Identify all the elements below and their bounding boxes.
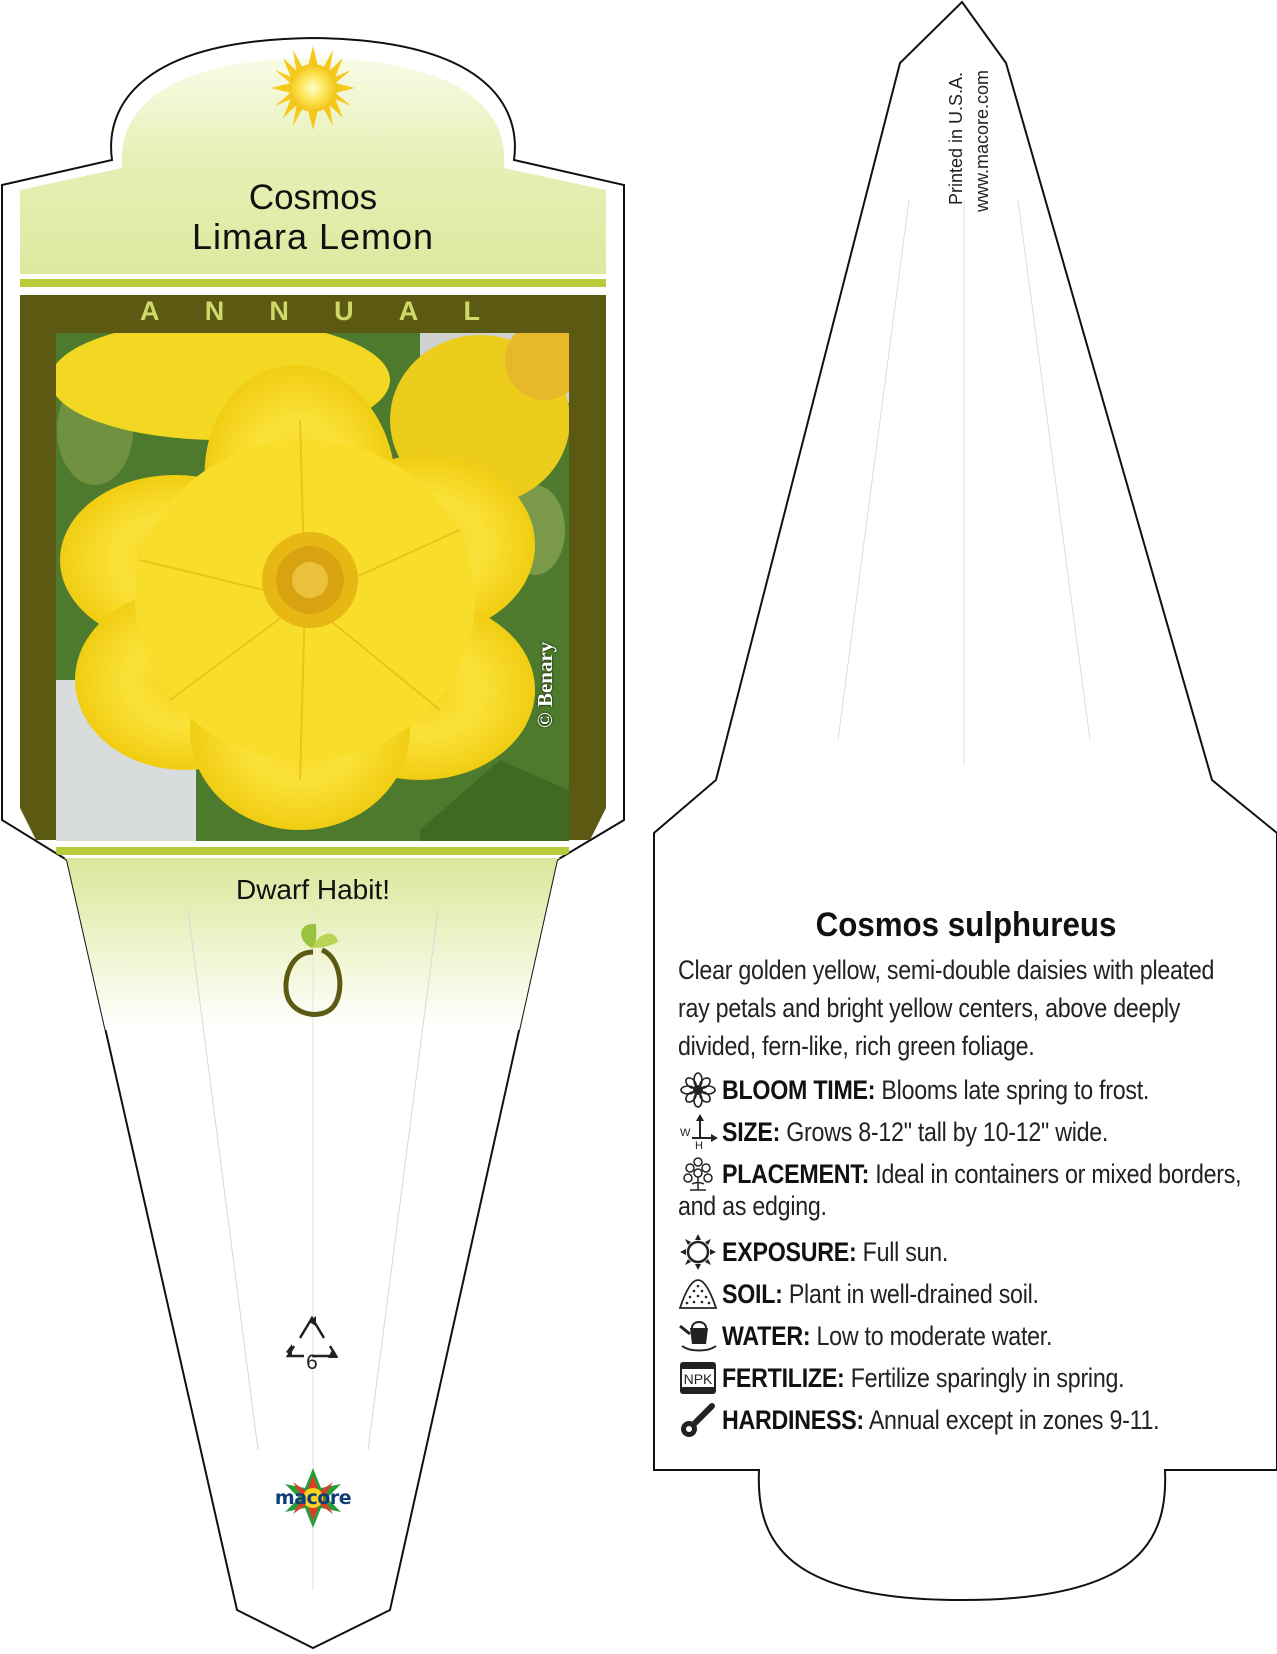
care-text: Ideal in containers or mixed borders, xyxy=(875,1158,1242,1189)
size-icon-w: W xyxy=(680,1127,691,1139)
watering-can-icon xyxy=(678,1318,718,1354)
website-label: www.macore.com xyxy=(972,69,992,212)
category-letter: L xyxy=(463,296,480,326)
brand-logo-text: macore xyxy=(274,1487,352,1509)
common-name: Cosmos xyxy=(248,178,378,217)
care-label: SIZE: xyxy=(722,1116,781,1147)
care-text-continued: and as edging. xyxy=(678,1191,827,1221)
flower-icon xyxy=(678,1072,718,1108)
category-letter: A xyxy=(140,296,160,326)
care-label: HARDINESS: xyxy=(722,1404,864,1435)
care-text: Grows 8-12" tall by 10-12" wide. xyxy=(786,1116,1109,1147)
printed-in-label: Printed in U.S.A. xyxy=(946,71,966,205)
care-label: WATER: xyxy=(722,1320,811,1351)
category-letter: N xyxy=(204,296,225,326)
npk-icon xyxy=(678,1360,718,1396)
care-text: Full sun. xyxy=(862,1236,949,1267)
tagline: Dwarf Habit! xyxy=(235,874,391,905)
soil-icon xyxy=(678,1276,718,1312)
size-icon xyxy=(678,1114,718,1150)
care-row-hardiness xyxy=(678,1402,1231,1438)
thermometer-icon xyxy=(678,1402,718,1438)
care-text: Annual except in zones 9-11. xyxy=(868,1404,1160,1435)
species-name: Cosmos sulphureus xyxy=(815,906,1117,944)
placement-icon xyxy=(678,1156,718,1192)
care-label: BLOOM TIME: xyxy=(722,1074,876,1105)
category-letter: N xyxy=(269,296,289,326)
care-row-fertilize xyxy=(678,1360,1190,1396)
care-row-water xyxy=(678,1318,1106,1354)
category-letter: U xyxy=(334,296,354,326)
care-label: EXPOSURE: xyxy=(722,1236,857,1267)
size-icon-h: H xyxy=(695,1140,703,1150)
care-text: Plant in well-drained soil. xyxy=(788,1278,1039,1309)
care-label: SOIL: xyxy=(722,1278,783,1309)
care-text: Fertilize sparingly in spring. xyxy=(850,1362,1125,1393)
care-text: Blooms late spring to frost. xyxy=(881,1074,1150,1105)
care-row-size xyxy=(678,1114,1171,1150)
care-row-soil xyxy=(678,1276,1090,1312)
category-letter: A xyxy=(398,296,419,326)
photo-credit: © Benary xyxy=(533,641,557,728)
care-label: FERTILIZE: xyxy=(722,1362,845,1393)
cultivar-name: Limara Lemon xyxy=(191,216,435,257)
description-line: ray petals and bright yellow centers, above deeply xyxy=(678,993,1181,1023)
care-label: PLACEMENT: xyxy=(722,1158,870,1189)
sun-outline-icon xyxy=(678,1234,718,1270)
care-row-placement xyxy=(678,1156,1277,1192)
description-line: Clear golden yellow, semi-double daisies with pleated xyxy=(678,955,1215,985)
description-line: divided, fern-like, rich green foliage. xyxy=(678,1031,1035,1061)
recycle-number: 6 xyxy=(306,1351,318,1374)
care-text: Low to moderate water. xyxy=(816,1320,1053,1351)
care-row-exposure xyxy=(678,1234,985,1270)
npk-text: NPK xyxy=(683,1371,713,1387)
care-row-bloom-time xyxy=(678,1072,1219,1108)
